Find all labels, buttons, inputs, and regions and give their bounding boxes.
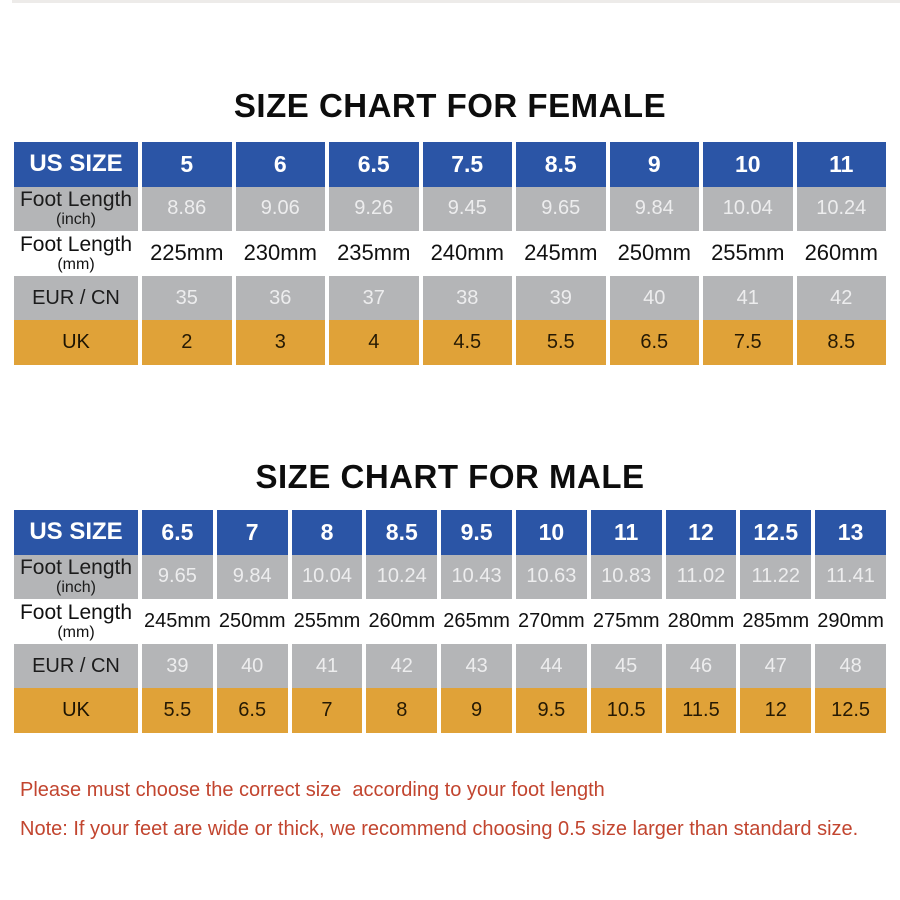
- eur-cn-cell: 45: [591, 644, 662, 689]
- foot-length-mm-cell: 245mm: [142, 599, 213, 644]
- foot-length-mm-cell: 275mm: [591, 599, 662, 644]
- foot-length-mm-cell: 260mm: [797, 231, 887, 276]
- foot-length-inch-cell: 9.84: [217, 555, 288, 600]
- eur-cn-cell: 38: [423, 276, 513, 321]
- foot-length-mm-cell: 235mm: [329, 231, 419, 276]
- uk-size-cell: 8: [366, 688, 437, 733]
- female-row-us-size: [14, 142, 886, 187]
- uk-size-cell: 6.5: [610, 320, 700, 365]
- male-row-foot-length-mm: [14, 599, 886, 644]
- eur-cn-cell: 42: [797, 276, 887, 321]
- foot-length-mm-cell: 280mm: [666, 599, 737, 644]
- us-size-cell: 11: [797, 142, 887, 187]
- us-size-cell: 12.5: [740, 510, 811, 555]
- eur-cn-cell: 44: [516, 644, 587, 689]
- row-label-unit: (mm): [57, 255, 95, 273]
- foot-length-mm-cell: 245mm: [516, 231, 606, 276]
- us-size-cell: 6: [236, 142, 326, 187]
- us-size-cell: 8.5: [366, 510, 437, 555]
- foot-length-mm-cell: 290mm: [815, 599, 886, 644]
- male-row-eur-cn: [14, 644, 886, 689]
- foot-length-mm-cell: 240mm: [423, 231, 513, 276]
- foot-length-mm-cell: 250mm: [217, 599, 288, 644]
- eur-cn-cell: 39: [142, 644, 213, 689]
- row-label-text: Foot Length: [19, 232, 133, 256]
- foot-length-inch-cell: 10.63: [516, 555, 587, 600]
- male-row-foot-length-inch: [14, 555, 886, 600]
- eur-cn-cell: 41: [292, 644, 363, 689]
- foot-length-inch-cell: 9.65: [142, 555, 213, 600]
- row-label-text: Foot Length: [19, 600, 133, 624]
- uk-size-cell: 7: [292, 688, 363, 733]
- eur-cn-cell: 40: [610, 276, 700, 321]
- foot-length-mm-cell: 230mm: [236, 231, 326, 276]
- uk-size-cell: 12: [740, 688, 811, 733]
- foot-length-inch-cell: 11.02: [666, 555, 737, 600]
- foot-length-mm-row-label: [14, 599, 138, 644]
- us-size-cell: 6.5: [329, 142, 419, 187]
- uk-size-cell: 3: [236, 320, 326, 365]
- uk-size-cell: 5.5: [516, 320, 606, 365]
- top-edge-divider: [12, 0, 900, 3]
- foot-length-inch-cell: 8.86: [142, 187, 232, 232]
- us-size-cell: 5: [142, 142, 232, 187]
- eur-cn-cell: 48: [815, 644, 886, 689]
- size-advice-note: Please must choose the correct size according to your foot length: [20, 779, 605, 801]
- foot-length-inch-cell: 9.45: [423, 187, 513, 232]
- foot-length-inch-cell: 9.84: [610, 187, 700, 232]
- us-size-cell: 6.5: [142, 510, 213, 555]
- foot-length-mm-row-label: [14, 231, 138, 276]
- foot-length-inch-row-label: [14, 555, 138, 600]
- us-size-cell: 11: [591, 510, 662, 555]
- foot-length-inch-cell: 9.65: [516, 187, 606, 232]
- female-row-foot-length-inch: [14, 187, 886, 232]
- us-size-row-label: US SIZE: [14, 510, 138, 555]
- us-size-cell: 7.5: [423, 142, 513, 187]
- foot-length-mm-cell: 265mm: [441, 599, 512, 644]
- eur-cn-cell: 37: [329, 276, 419, 321]
- foot-length-inch-cell: 9.06: [236, 187, 326, 232]
- eur-cn-cell: 39: [516, 276, 606, 321]
- us-size-cell: 9.5: [441, 510, 512, 555]
- foot-length-inch-cell: 11.22: [740, 555, 811, 600]
- us-size-row-label: US SIZE: [14, 142, 138, 187]
- female-row-foot-length-mm: [14, 231, 886, 276]
- foot-length-mm-cell: 260mm: [366, 599, 437, 644]
- male-row-us-size: [14, 510, 886, 555]
- foot-length-mm-cell: 255mm: [292, 599, 363, 644]
- foot-length-mm-cell: 225mm: [142, 231, 232, 276]
- uk-size-cell: 2: [142, 320, 232, 365]
- us-size-cell: 10: [516, 510, 587, 555]
- uk-size-cell: 4.5: [423, 320, 513, 365]
- eur-cn-cell: 42: [366, 644, 437, 689]
- male-row-uk: [14, 688, 886, 733]
- eur-cn-cell: 36: [236, 276, 326, 321]
- uk-size-cell: 12.5: [815, 688, 886, 733]
- foot-length-inch-cell: 10.04: [292, 555, 363, 600]
- foot-length-inch-cell: 10.24: [366, 555, 437, 600]
- uk-size-cell: 9.5: [516, 688, 587, 733]
- eur-cn-row-label: EUR / CN: [14, 276, 138, 321]
- foot-length-inch-cell: 11.41: [815, 555, 886, 600]
- uk-size-cell: 10.5: [591, 688, 662, 733]
- female-size-table: [10, 142, 890, 365]
- foot-length-inch-cell: 10.83: [591, 555, 662, 600]
- foot-length-inch-cell: 10.04: [703, 187, 793, 232]
- female-chart-title: SIZE CHART FOR FEMALE: [233, 87, 667, 124]
- uk-size-cell: 11.5: [666, 688, 737, 733]
- eur-cn-cell: 35: [142, 276, 232, 321]
- us-size-cell: 10: [703, 142, 793, 187]
- male-size-table: [10, 510, 890, 733]
- row-label-unit: (inch): [55, 211, 96, 229]
- uk-row-label: UK: [14, 320, 138, 365]
- foot-length-mm-cell: 250mm: [610, 231, 700, 276]
- row-label-unit: (inch): [55, 579, 96, 597]
- uk-size-cell: 6.5: [217, 688, 288, 733]
- eur-cn-cell: 41: [703, 276, 793, 321]
- wide-feet-note: Note: If your feet are wide or thick, we recommend choosing 0.5 size larger than standard size.: [20, 818, 859, 840]
- male-chart-title: SIZE CHART FOR MALE: [255, 458, 645, 495]
- us-size-cell: 12: [666, 510, 737, 555]
- eur-cn-cell: 43: [441, 644, 512, 689]
- us-size-cell: 9: [610, 142, 700, 187]
- foot-length-inch-row-label: [14, 187, 138, 232]
- eur-cn-cell: 47: [740, 644, 811, 689]
- female-row-uk: [14, 320, 886, 365]
- female-row-eur-cn: [14, 276, 886, 321]
- eur-cn-row-label: EUR / CN: [14, 644, 138, 689]
- row-label-unit: (mm): [57, 623, 95, 641]
- uk-row-label: UK: [14, 688, 138, 733]
- footnotes: [20, 771, 858, 849]
- foot-length-mm-cell: 285mm: [740, 599, 811, 644]
- uk-size-cell: 9: [441, 688, 512, 733]
- row-label-text: Foot Length: [19, 188, 133, 212]
- us-size-cell: 8: [292, 510, 363, 555]
- us-size-cell: 13: [815, 510, 886, 555]
- row-label-text: Foot Length: [19, 556, 133, 580]
- foot-length-mm-cell: 255mm: [703, 231, 793, 276]
- uk-size-cell: 4: [329, 320, 419, 365]
- us-size-cell: 8.5: [516, 142, 606, 187]
- us-size-cell: 7: [217, 510, 288, 555]
- eur-cn-cell: 40: [217, 644, 288, 689]
- foot-length-mm-cell: 270mm: [516, 599, 587, 644]
- foot-length-inch-cell: 10.24: [797, 187, 887, 232]
- eur-cn-cell: 46: [666, 644, 737, 689]
- uk-size-cell: 7.5: [703, 320, 793, 365]
- foot-length-inch-cell: 10.43: [441, 555, 512, 600]
- foot-length-inch-cell: 9.26: [329, 187, 419, 232]
- uk-size-cell: 5.5: [142, 688, 213, 733]
- uk-size-cell: 8.5: [797, 320, 887, 365]
